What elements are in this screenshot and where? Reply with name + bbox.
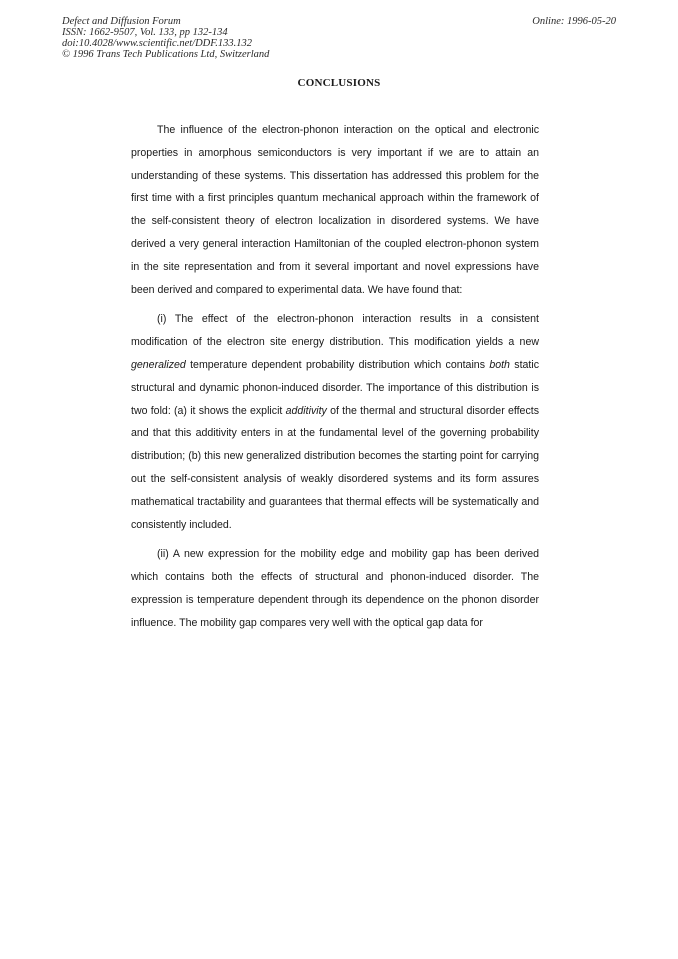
online-date: Online: 1996-05-20 xyxy=(532,16,616,27)
paragraph-point-i xyxy=(131,308,539,536)
section-title: CONCLUSIONS xyxy=(297,77,381,89)
journal-name: Defect and Diffusion Forum xyxy=(62,16,181,27)
emphasis-generalized: generalized xyxy=(131,358,186,371)
emphasis-additivity: additivity xyxy=(285,404,327,417)
text-run: temperature dependent probability distribution which contains xyxy=(185,358,490,371)
issn-line: ISSN: 1662-9507, Vol. 133, pp 132-134 xyxy=(62,27,228,38)
paragraph-point-ii: (ii) A new expression for the mobility edge and mobility gap has been derived which contains both the effects of structural and phonon-induced disorder. The expression is temperature dependent through its dependence on the phonon disorder influence. The mobility gap compares very well with the optical gap data for xyxy=(131,548,539,629)
body-text xyxy=(131,119,539,642)
text-run: static structural and dynamic phonon-induced disorder. The importance of this distribution is two fold: (a) it shows the explicit xyxy=(131,358,540,417)
citation-header xyxy=(62,16,382,60)
copyright-line: © 1996 Trans Tech Publications Ltd, Switzerland xyxy=(62,49,270,60)
emphasis-both: both xyxy=(489,358,510,371)
text-run: (i) The effect of the electron-phonon interaction results in a consistent modification of the electron site energy distribution. This modification yields a new xyxy=(131,313,539,349)
doi-line: doi:10.4028/www.scientific.net/DDF.133.132 xyxy=(62,38,253,49)
text-run: of the thermal and structural disorder effects and that this additivity enters in at the fundamental level of the governing probability distribution; (b) this new generalized distribution becomes the starting point for carrying out the self-consistent analysis of weakly disordered systems and its form assures mathematical tractability and guarantees that thermal effects will be systematically and consistently included. xyxy=(131,404,539,531)
paragraph-intro: The influence of the electron-phonon interaction on the optical and electronic properties in amorphous semiconductors is very important if we are to attain an understanding of these systems. This dissertation has addressed this problem for the first time with a first principles quantum mechanical approach within the framework of the self-consistent theory of electron localization in disordered systems. We have derived a very general interaction Hamiltonian of the coupled electron-phonon system in the site representation and from it several important and novel expressions have been derived and compared to experimental data. We have found that: xyxy=(131,124,539,296)
